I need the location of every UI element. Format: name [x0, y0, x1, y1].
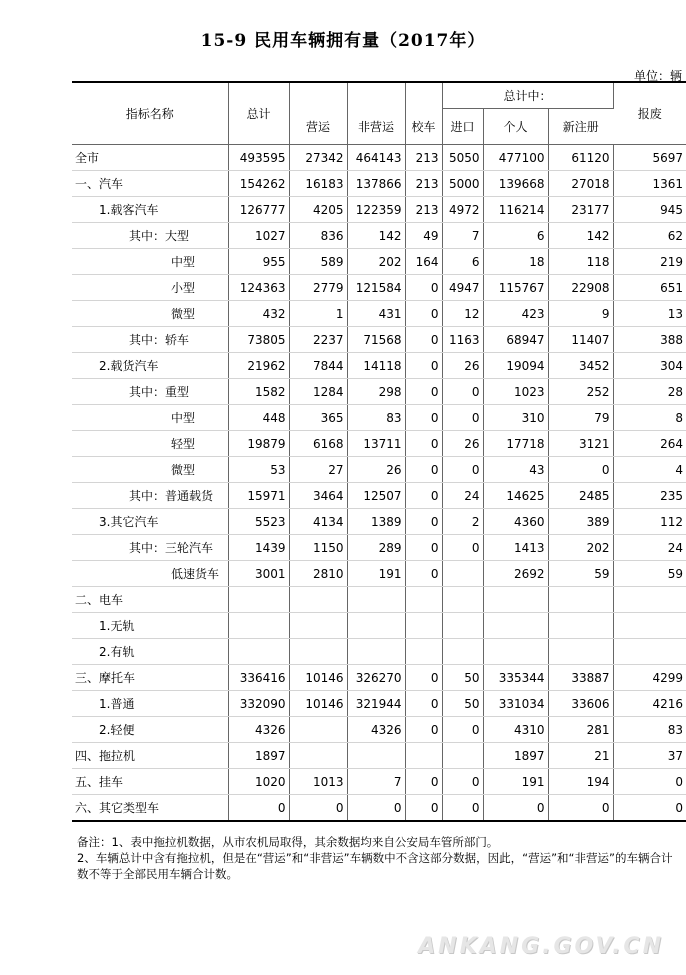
cell-value: 1361: [613, 171, 686, 197]
cell-value: 121584: [347, 275, 405, 301]
cell-value: 37: [613, 743, 686, 769]
cell-value: 122359: [347, 197, 405, 223]
cell-value: 0: [405, 275, 442, 301]
cell-value: 389: [548, 509, 613, 535]
note-line: 2、车辆总计中含有拖拉机，但是在“营运”和“非营运”车辆数中不含这部分数据，因此，“营运”和“非营运”的车辆合计数不等于全部民用车辆合计数。: [77, 851, 673, 881]
cell-value: 2779: [289, 275, 347, 301]
cell-value: 14625: [483, 483, 548, 509]
header-blank: [405, 82, 442, 109]
cell-value: 10146: [289, 665, 347, 691]
cell-value: 5050: [442, 145, 483, 171]
cell-value: 0: [442, 457, 483, 483]
cell-value: 8: [613, 405, 686, 431]
cell-value: 0: [613, 769, 686, 795]
header-total: 总计: [228, 82, 289, 145]
cell-value: 68947: [483, 327, 548, 353]
cell-value: 0: [405, 665, 442, 691]
cell-value: 1163: [442, 327, 483, 353]
cell-value: 945: [613, 197, 686, 223]
cell-value: 589: [289, 249, 347, 275]
cell-value: [405, 613, 442, 639]
cell-value: 71568: [347, 327, 405, 353]
cell-value: 79: [548, 405, 613, 431]
cell-value: 126777: [228, 197, 289, 223]
cell-value: 0: [405, 691, 442, 717]
row-label: 其中：三轮汽车: [72, 535, 228, 561]
cell-value: 0: [405, 327, 442, 353]
cell-value: 4205: [289, 197, 347, 223]
cell-value: 1389: [347, 509, 405, 535]
row-label: 四、拖拉机: [72, 743, 228, 769]
header-school-bus: 校车: [405, 109, 442, 145]
row-label: 中型: [72, 249, 228, 275]
row-label: 2.轻便: [72, 717, 228, 743]
cell-value: [613, 613, 686, 639]
cell-value: 304: [613, 353, 686, 379]
cell-value: [442, 587, 483, 613]
cell-value: 33887: [548, 665, 613, 691]
row-label: 一、汽车: [72, 171, 228, 197]
row-label: 小型: [72, 275, 228, 301]
cell-value: [347, 639, 405, 665]
cell-value: 5000: [442, 171, 483, 197]
table-row: [72, 639, 686, 665]
cell-value: 331034: [483, 691, 548, 717]
cell-value: 191: [483, 769, 548, 795]
cell-value: 0: [442, 717, 483, 743]
cell-value: 12507: [347, 483, 405, 509]
cell-value: [442, 743, 483, 769]
cell-value: 365: [289, 405, 347, 431]
table-row: [72, 561, 686, 587]
cell-value: [289, 639, 347, 665]
cell-value: 0: [548, 795, 613, 822]
header-name: 指标名称: [72, 82, 228, 145]
cell-value: 23177: [548, 197, 613, 223]
cell-value: [483, 639, 548, 665]
cell-value: 0: [405, 379, 442, 405]
table-row: [72, 457, 686, 483]
cell-value: 3001: [228, 561, 289, 587]
cell-value: 0: [442, 769, 483, 795]
cell-value: 83: [347, 405, 405, 431]
table-row: [72, 275, 686, 301]
cell-value: 22908: [548, 275, 613, 301]
cell-value: 252: [548, 379, 613, 405]
header-of-total: 总计中：: [442, 82, 613, 109]
cell-value: 4947: [442, 275, 483, 301]
row-label: 3.其它汽车: [72, 509, 228, 535]
cell-value: 3452: [548, 353, 613, 379]
cell-value: 448: [228, 405, 289, 431]
cell-value: [548, 613, 613, 639]
cell-value: 432: [228, 301, 289, 327]
cell-value: 4310: [483, 717, 548, 743]
cell-value: [613, 587, 686, 613]
cell-value: 53: [228, 457, 289, 483]
table-row: [72, 431, 686, 457]
cell-value: 1582: [228, 379, 289, 405]
cell-value: 0: [405, 717, 442, 743]
cell-value: 28: [613, 379, 686, 405]
table-body: [72, 145, 686, 822]
row-label: 1.无轨: [72, 613, 228, 639]
table-row: [72, 665, 686, 691]
cell-value: 264: [613, 431, 686, 457]
cell-value: [613, 639, 686, 665]
row-label: 1.载客汽车: [72, 197, 228, 223]
cell-value: 26: [442, 353, 483, 379]
cell-value: 50: [442, 691, 483, 717]
cell-value: 27: [289, 457, 347, 483]
row-label: 其中：轿车: [72, 327, 228, 353]
table-row: [72, 249, 686, 275]
cell-value: 0: [405, 457, 442, 483]
cell-value: 0: [548, 457, 613, 483]
table-row: [72, 171, 686, 197]
cell-value: 4326: [228, 717, 289, 743]
vehicle-stat-table: [72, 81, 686, 822]
header-operating: 营运: [289, 109, 347, 145]
cell-value: [483, 613, 548, 639]
cell-value: 4326: [347, 717, 405, 743]
cell-value: 1413: [483, 535, 548, 561]
cell-value: 116214: [483, 197, 548, 223]
cell-value: [289, 743, 347, 769]
cell-value: 124363: [228, 275, 289, 301]
table-row: [72, 197, 686, 223]
cell-value: 5697: [613, 145, 686, 171]
cell-value: 388: [613, 327, 686, 353]
cell-value: [289, 613, 347, 639]
cell-value: 7: [442, 223, 483, 249]
cell-value: 24: [613, 535, 686, 561]
cell-value: 164: [405, 249, 442, 275]
cell-value: 12: [442, 301, 483, 327]
cell-value: 335344: [483, 665, 548, 691]
row-label: 轻型: [72, 431, 228, 457]
cell-value: 477100: [483, 145, 548, 171]
cell-value: 1284: [289, 379, 347, 405]
cell-value: 33606: [548, 691, 613, 717]
cell-value: 0: [228, 795, 289, 822]
row-label: 1.普通: [72, 691, 228, 717]
cell-value: 202: [548, 535, 613, 561]
cell-value: 73805: [228, 327, 289, 353]
cell-value: 137866: [347, 171, 405, 197]
cell-value: 10146: [289, 691, 347, 717]
cell-value: 13: [613, 301, 686, 327]
cell-value: 1020: [228, 769, 289, 795]
header-blank: [347, 82, 405, 109]
header-imported: 进口: [442, 109, 483, 145]
cell-value: 202: [347, 249, 405, 275]
cell-value: 6: [483, 223, 548, 249]
cell-value: 3464: [289, 483, 347, 509]
cell-value: 118: [548, 249, 613, 275]
cell-value: 2692: [483, 561, 548, 587]
table-row: [72, 743, 686, 769]
site-watermark: ANKANG.GOV.CN: [418, 934, 664, 959]
table-row: [72, 717, 686, 743]
table-row: [72, 405, 686, 431]
cell-value: 15971: [228, 483, 289, 509]
cell-value: 0: [613, 795, 686, 822]
cell-value: 0: [405, 353, 442, 379]
cell-value: 213: [405, 145, 442, 171]
cell-value: 0: [405, 509, 442, 535]
cell-value: [405, 743, 442, 769]
table-row: [72, 535, 686, 561]
cell-value: 2485: [548, 483, 613, 509]
cell-value: 5523: [228, 509, 289, 535]
cell-value: 1897: [228, 743, 289, 769]
cell-value: 213: [405, 197, 442, 223]
cell-value: 0: [442, 405, 483, 431]
cell-value: 4: [613, 457, 686, 483]
table-row: [72, 353, 686, 379]
cell-value: 115767: [483, 275, 548, 301]
cell-value: [228, 587, 289, 613]
cell-value: [442, 639, 483, 665]
cell-value: 493595: [228, 145, 289, 171]
row-label: 六、其它类型车: [72, 795, 228, 822]
cell-value: 191: [347, 561, 405, 587]
cell-value: [347, 743, 405, 769]
cell-value: 289: [347, 535, 405, 561]
cell-value: 4360: [483, 509, 548, 535]
row-label: 全市: [72, 145, 228, 171]
cell-value: 43: [483, 457, 548, 483]
cell-value: 14118: [347, 353, 405, 379]
cell-value: 0: [405, 301, 442, 327]
cell-value: 16183: [289, 171, 347, 197]
cell-value: 0: [405, 769, 442, 795]
header-newly-registered: 新注册: [548, 109, 613, 145]
table-row: [72, 223, 686, 249]
cell-value: [228, 639, 289, 665]
cell-value: 0: [289, 795, 347, 822]
row-label: 五、挂车: [72, 769, 228, 795]
cell-value: 17718: [483, 431, 548, 457]
cell-value: 1897: [483, 743, 548, 769]
cell-value: [347, 587, 405, 613]
table-row: [72, 301, 686, 327]
cell-value: 298: [347, 379, 405, 405]
cell-value: 4134: [289, 509, 347, 535]
cell-value: 2: [442, 509, 483, 535]
cell-value: 2237: [289, 327, 347, 353]
cell-value: 2810: [289, 561, 347, 587]
header-blank: [289, 82, 347, 109]
cell-value: 0: [483, 795, 548, 822]
table-row: [72, 587, 686, 613]
cell-value: 83: [613, 717, 686, 743]
cell-value: 21: [548, 743, 613, 769]
table-row: [72, 613, 686, 639]
cell-value: 1439: [228, 535, 289, 561]
table-row: [72, 327, 686, 353]
cell-value: 21962: [228, 353, 289, 379]
cell-value: 0: [405, 561, 442, 587]
cell-value: 142: [347, 223, 405, 249]
cell-value: 1013: [289, 769, 347, 795]
cell-value: 0: [405, 483, 442, 509]
row-label: 2.载货汽车: [72, 353, 228, 379]
cell-value: 1: [289, 301, 347, 327]
row-label: 中型: [72, 405, 228, 431]
cell-value: 336416: [228, 665, 289, 691]
cell-value: 332090: [228, 691, 289, 717]
cell-value: 0: [442, 535, 483, 561]
cell-value: [442, 613, 483, 639]
notes: [77, 834, 677, 882]
cell-value: 26: [442, 431, 483, 457]
cell-value: 431: [347, 301, 405, 327]
row-label: 其中：大型: [72, 223, 228, 249]
cell-value: [405, 639, 442, 665]
cell-value: 11407: [548, 327, 613, 353]
cell-value: 836: [289, 223, 347, 249]
cell-value: 50: [442, 665, 483, 691]
cell-value: 0: [405, 405, 442, 431]
cell-value: 0: [442, 795, 483, 822]
cell-value: 0: [347, 795, 405, 822]
cell-value: 3121: [548, 431, 613, 457]
note-line: 备注：1、表中拖拉机数据，从市农机局取得，其余数据均来自公安局车管所部门。: [77, 835, 499, 849]
header-personal: 个人: [483, 109, 548, 145]
cell-value: 27018: [548, 171, 613, 197]
cell-value: 281: [548, 717, 613, 743]
cell-value: 18: [483, 249, 548, 275]
cell-value: 13711: [347, 431, 405, 457]
cell-value: 0: [405, 431, 442, 457]
cell-value: 326270: [347, 665, 405, 691]
cell-value: [228, 613, 289, 639]
cell-value: 4972: [442, 197, 483, 223]
cell-value: 1027: [228, 223, 289, 249]
row-label: 二、电车: [72, 587, 228, 613]
cell-value: [405, 587, 442, 613]
cell-value: 219: [613, 249, 686, 275]
page-title: 15-9 民用车辆拥有量（2017年）: [200, 31, 486, 51]
cell-value: 24: [442, 483, 483, 509]
cell-value: 955: [228, 249, 289, 275]
cell-value: 0: [405, 795, 442, 822]
table-row: [72, 691, 686, 717]
row-label: 微型: [72, 457, 228, 483]
cell-value: [347, 613, 405, 639]
cell-value: 19879: [228, 431, 289, 457]
cell-value: 6168: [289, 431, 347, 457]
cell-value: 464143: [347, 145, 405, 171]
table-row: [72, 795, 686, 822]
cell-value: 0: [405, 535, 442, 561]
cell-value: 9: [548, 301, 613, 327]
row-label: 2.有轨: [72, 639, 228, 665]
cell-value: [548, 639, 613, 665]
cell-value: [442, 561, 483, 587]
cell-value: 4299: [613, 665, 686, 691]
cell-value: 194: [548, 769, 613, 795]
cell-value: 19094: [483, 353, 548, 379]
cell-value: 651: [613, 275, 686, 301]
table-row: [72, 145, 686, 171]
cell-value: 142: [548, 223, 613, 249]
cell-value: 61120: [548, 145, 613, 171]
cell-value: 0: [442, 379, 483, 405]
cell-value: [483, 587, 548, 613]
cell-value: 154262: [228, 171, 289, 197]
cell-value: 310: [483, 405, 548, 431]
unit-label: 单位：辆: [633, 69, 682, 83]
cell-value: 139668: [483, 171, 548, 197]
cell-value: [289, 587, 347, 613]
cell-value: 26: [347, 457, 405, 483]
table-row: [72, 769, 686, 795]
cell-value: 62: [613, 223, 686, 249]
cell-value: 112: [613, 509, 686, 535]
cell-value: 6: [442, 249, 483, 275]
cell-value: 27342: [289, 145, 347, 171]
cell-value: 7844: [289, 353, 347, 379]
cell-value: 7: [347, 769, 405, 795]
cell-value: 49: [405, 223, 442, 249]
row-label: 低速货车: [72, 561, 228, 587]
cell-value: [289, 717, 347, 743]
cell-value: 59: [613, 561, 686, 587]
cell-value: 423: [483, 301, 548, 327]
row-label: 其中：重型: [72, 379, 228, 405]
cell-value: 213: [405, 171, 442, 197]
cell-value: 4216: [613, 691, 686, 717]
cell-value: 321944: [347, 691, 405, 717]
cell-value: [548, 587, 613, 613]
row-label: 三、摩托车: [72, 665, 228, 691]
row-label: 其中：普通载货: [72, 483, 228, 509]
header-scrapped: 报废: [613, 82, 686, 145]
row-label: 微型: [72, 301, 228, 327]
cell-value: 1150: [289, 535, 347, 561]
table-row: [72, 379, 686, 405]
cell-value: 235: [613, 483, 686, 509]
table-row: [72, 483, 686, 509]
table-row: [72, 509, 686, 535]
header-non-operating: 非营运: [347, 109, 405, 145]
cell-value: 59: [548, 561, 613, 587]
cell-value: 1023: [483, 379, 548, 405]
